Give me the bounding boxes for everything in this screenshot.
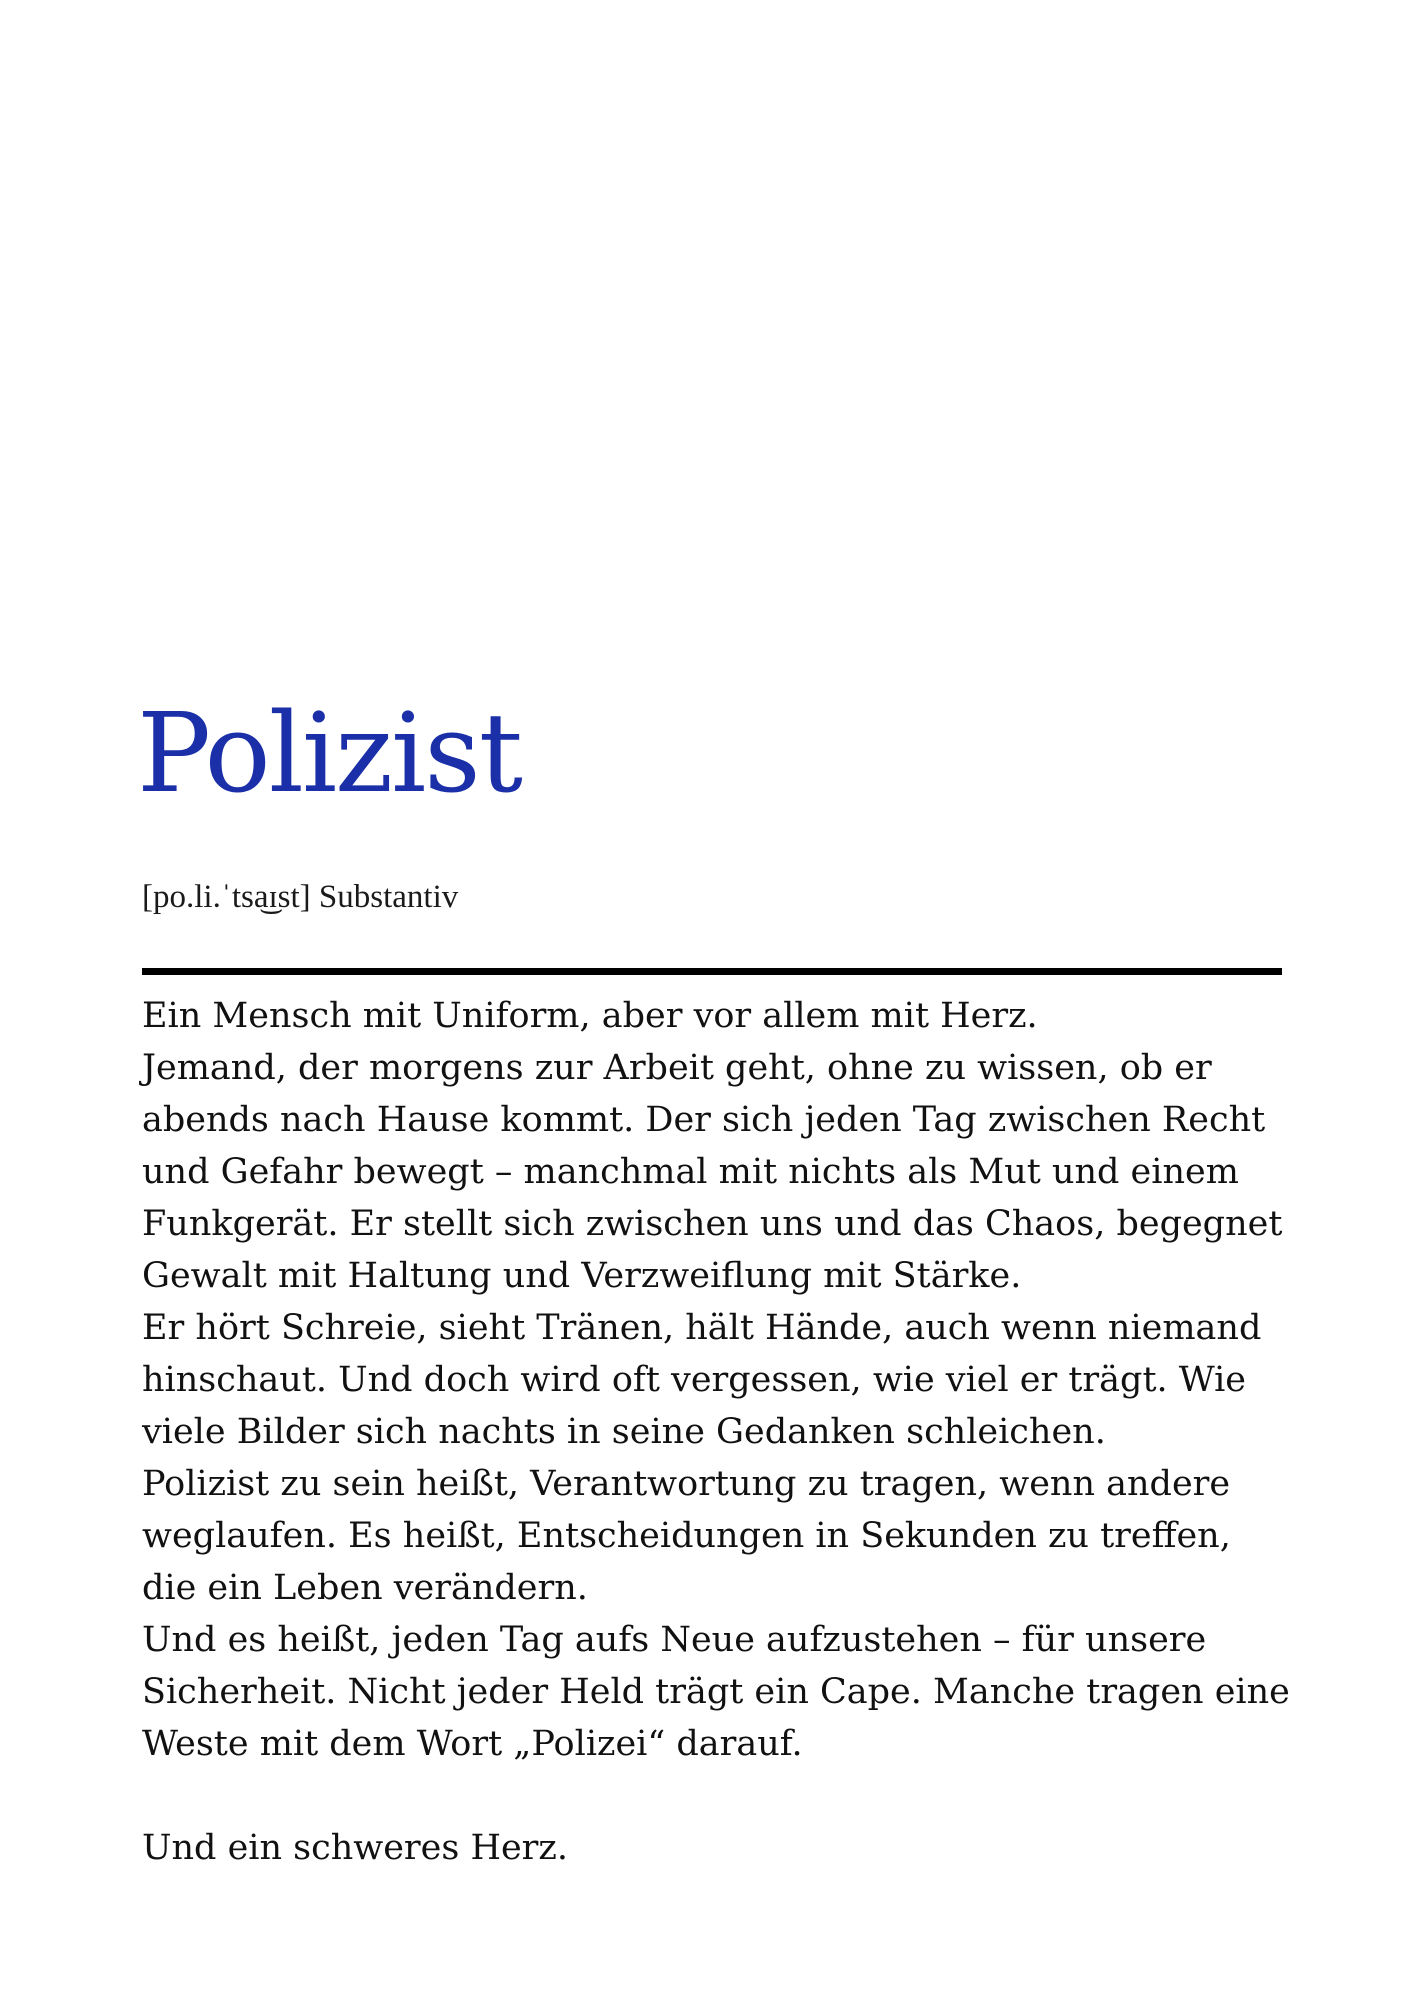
headword-title: Polizist (137, 689, 521, 817)
definition-line: Jemand, der morgens zur Arbeit geht, ohne zu wissen, ob er (142, 1048, 1212, 1088)
part-of-speech: Substantiv (318, 879, 459, 915)
definition-line: Polizist zu sein heißt, Verantwortung zu tragen, wenn andere (142, 1464, 1231, 1504)
definition-line: Ein Mensch mit Uniform, aber vor allem mit Herz. (142, 996, 1038, 1036)
definition-line: abends nach Hause kommt. Der sich jeden Tag zwischen Recht (142, 1100, 1266, 1140)
definition-line: und Gefahr bewegt – manchmal mit nichts als Mut und einem (142, 1152, 1239, 1192)
pronunciation-line (142, 877, 458, 917)
definition-line: Sicherheit. Nicht jeder Held trägt ein Cape. Manche tragen eine (142, 1672, 1290, 1712)
closing-line: Und ein schweres Herz. (142, 1828, 568, 1868)
definition-line: Weste mit dem Wort „Polizei“ darauf. (142, 1724, 803, 1764)
definition-line: viele Bilder sich nachts in seine Gedanken schleichen. (142, 1412, 1106, 1452)
definition-line: Funkgerät. Er stellt sich zwischen uns und das Chaos, begegnet (142, 1204, 1283, 1244)
definition-line: hinschaut. Und doch wird oft vergessen, wie viel er trägt. Wie (142, 1360, 1247, 1400)
definition-line: die ein Leben verändern. (142, 1568, 588, 1608)
definition-text (142, 990, 1302, 1874)
definition-line: weglaufen. Es heißt, Entscheidungen in Sekunden zu treffen, (142, 1516, 1231, 1556)
pronunciation: [po.li.ˈtsa͜ɪst] (142, 879, 311, 915)
definition-line: Er hört Schreie, sieht Tränen, hält Hände, auch wenn niemand (142, 1308, 1262, 1348)
definition-line: Und es heißt, jeden Tag aufs Neue aufzustehen – für unsere (142, 1620, 1207, 1660)
divider-rule (142, 968, 1282, 975)
definition-line: Gewalt mit Haltung und Verzweiflung mit Stärke. (142, 1256, 1022, 1296)
paragraph-gap (142, 1770, 1302, 1822)
